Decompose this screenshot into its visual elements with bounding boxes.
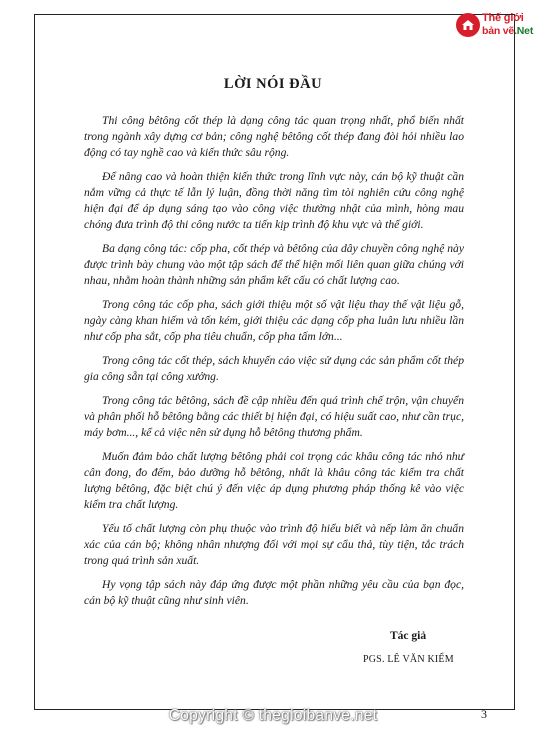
signature-role: Tác giả: [390, 630, 427, 642]
copyright-watermark: Copyright © thegioibanve.net: [168, 707, 378, 724]
logo-text-main: bản vẽ: [482, 25, 515, 37]
page-title: LỜI NÓI ĐẦU: [223, 76, 323, 92]
site-logo[interactable]: [456, 10, 542, 46]
logo-text-line2: [482, 25, 533, 37]
paragraph: Trong công tác cốt thép, sách khuyến cáo việc sử dụng các sản phẩm cốt thép gia công sẵn tại công xưởng.: [84, 354, 464, 383]
paragraph: Yếu tố chất lượng còn phụ thuộc vào trình độ hiểu biết và nếp làm ăn chuẩn xác của cán bộ; không nhân nhượng đối với mọi sự cẩu thả, tùy tiện, tắc trách trong quá trình sản xuất.: [84, 522, 464, 567]
signature-name: PGS. LÊ VĂN KIỂM: [363, 654, 454, 665]
paragraph: Thi công bêtông cốt thép là dạng công tác quan trọng nhất, phổ biến nhất trong ngành xây dựng cơ bản; công nghệ bêtông cốt thép đang đòi hỏi nhiều lao động có tay nghề cao và kiến thức sâu rộng.: [84, 114, 464, 159]
house-icon: [456, 13, 480, 37]
paragraph: Để nâng cao và hoàn thiện kiến thức trong lĩnh vực này, cán bộ kỹ thuật cần nắm vững cả thực tế lẫn lý luận, đồng thời năng tìm tòi nghiên cứu công nghệ hiện đại để áp dụng sáng tạo vào công việc thường nhật của mình, hòng mau chóng đưa trình độ thi công nước ta tiến kịp trình độ khu vực và thế giới.: [84, 170, 464, 231]
paragraph: Trong công tác bêtông, sách đề cập nhiều đến quá trình chế trộn, vận chuyển và phân phối hỗ bêtông bằng các thiết bị hiện đại, có hiệu suất cao, như cần trục, máy bơm..., kể cả việc nên sử dụng hỗ bêtông thương phẩm.: [84, 394, 464, 439]
paragraph: Muốn đảm bảo chất lượng bêtông phải coi trọng các khâu công tác nhỏ như cân đong, đo đếm, bảo dưỡng hỗ bêtông, nhất là khâu công tác kiểm tra chất lượng bêtông, đặc biệt chú ý đến việc áp dụng phương pháp thống kê vào việc kiểm tra chất lượng.: [84, 450, 464, 511]
page-number: 3: [481, 707, 487, 721]
paragraph: Hy vọng tập sách này đáp ứng được một phần những yêu cầu của bạn đọc, cán bộ kỹ thuật cũng như sinh viên.: [84, 578, 464, 607]
logo-text-suffix: .Net: [514, 25, 534, 37]
preface-body: [84, 113, 464, 617]
logo-text-line1: Thế giới: [482, 12, 524, 24]
paragraph: Trong công tác cốp pha, sách giới thiệu một số vật liệu thay thế vật liệu gỗ, ngày càng khan hiếm và tốn kém, giới thiệu các dạng cốp pha luân lưu nhiều lần như cốp pha sắt, cốp pha tiêu chuẩn, cốp pha tấm lớn...: [84, 298, 464, 343]
paragraph: Ba dạng công tác: cốp pha, cốt thép và bêtông của dây chuyền công nghệ này được trình bày chung vào một tập sách để thể hiện mối liên quan giữa chúng với nhau, nhằm hoàn thành những sản phẩm kết cấu có chất lượng cao.: [84, 242, 464, 287]
